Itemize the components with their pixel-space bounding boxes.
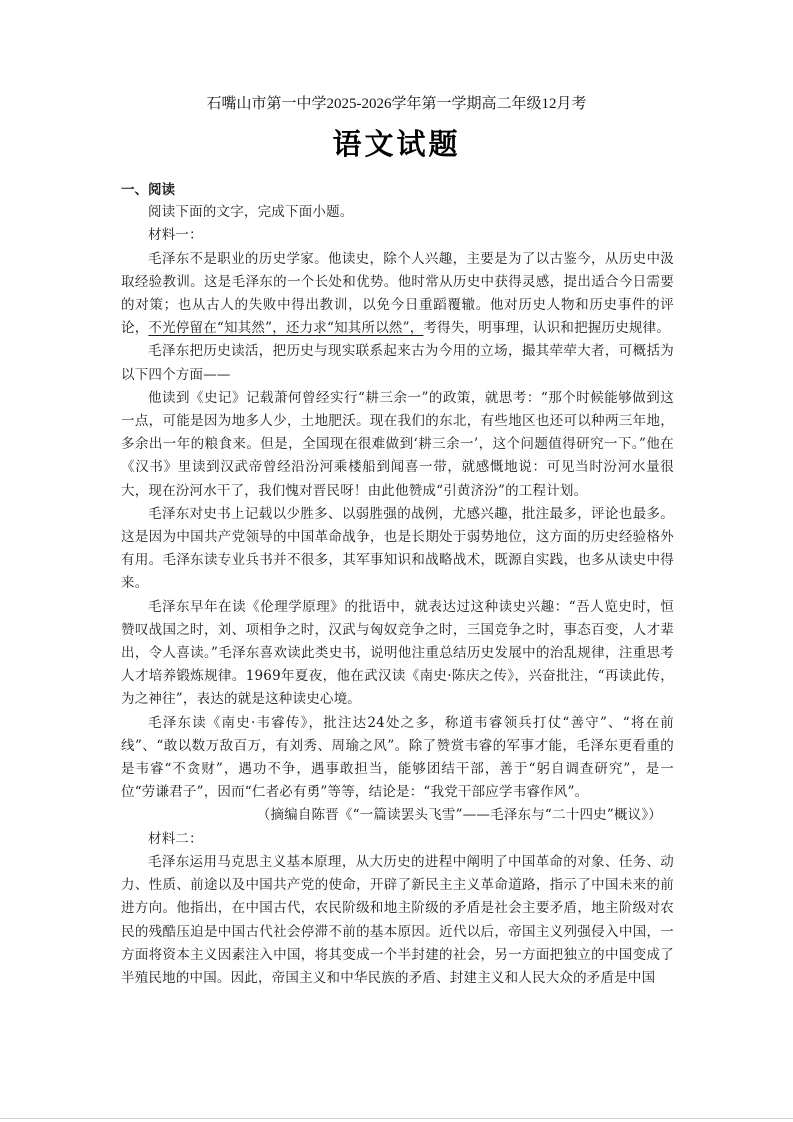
material-two-paragraph-1: 毛泽东运用马克思主义基本原理，从大历史的进程中阐明了中国革命的对象、任务、动力、性质、前途以及中国共产党的使命，开辟了新民主主义革命道路，指示了中国未来的前进方向。他指出，在中国古代，农民阶级和地主阶级的矛盾是社会主要矛盾，地主阶级对农民的残酷压迫是中国古代社会停滞不前的基本原因。近代以后，帝国主义列强侵入中国，一方面将资本主义因素注入中国，将其变成一个半封建的社会，另一方面把独立的中国变成了半殖民地的中国。因此，帝国主义和中华民族的矛盾、封建主义和人民大众的矛盾是中国 bbox=[121, 853, 674, 986]
material-one-label: 材料一： bbox=[148, 227, 203, 244]
material-one-paragraph-3: 他读到《史记》记载萧何曾经实行“耕三余一”的政策，就思考：“那个时候能够做到这一点，可能是因为地多人少，土地肥沃。现在我们的东北，有些地区也还可以种两三年地，多余出一年的粮食来。但是，全国现在很难做到‘耕三余一’，这个问题值得研究一下。”他在《汉书》里读到汉武帝曾经沿汾河乘楼船到闻喜一带，就感慨地说：可见当时汾河水量很大，现在汾河水干了，我们愧对晋民呀！由此他赞成“引黄济汾”的工程计划。 bbox=[121, 389, 674, 499]
material-one-paragraph-1 bbox=[121, 248, 674, 341]
paragraph-text: 毛泽东不是职业的历史学家。他读史，除个人兴趣，主要是为了以古鉴今，从历史中汲取经验教训。这是毛泽东的一个长处和优势。他时常从历史中获得灵感，提出适合今日需要的对策；也从古人的失败中得出教训，以免今日重蹈覆辙。他对历史人物和历史事件的评论， bbox=[121, 250, 674, 337]
instruction-text: 阅读下面的文字，完成下面小题。 bbox=[148, 204, 354, 221]
reading-section bbox=[121, 178, 674, 990]
material-two-label: 材料二： bbox=[148, 830, 203, 847]
material-one-paragraph-5: 毛泽东早年在读《伦理学原理》的批语中，就表达过这种读史兴趣：“吾人览史时，恒赞叹战国之时，刘、项相争之时，汉武与匈奴竞争之时，三国竞争之时，事态百变，人才辈出，令人喜读。”毛泽东喜欢读此类史书，说明他注重总结历史发展中的治乱规律，注重思考人才培养锻炼规律。1969年夏夜，他在武汉读《南史·陈庆之传》，兴奋批注，“再读此传，为之神往”，表达的就是这种读史心境。 bbox=[121, 598, 674, 708]
paragraph-text: 考得失，明事理，认识和把握历史规律。 bbox=[423, 320, 671, 337]
section-heading: 一、阅读 bbox=[121, 182, 175, 197]
subject-title: 语文试题 bbox=[332, 127, 461, 161]
material-one-paragraph-4: 毛泽东对史书上记载以少胜多、以弱胜强的战例，尤感兴趣，批注最多，评论也最多。这是因为中国共产党领导的中国革命战争，也是长期处于弱势地位，这方面的历史经验格外有用。毛泽东读专业兵书并不很多，其军事知识和战略战术，既源自实践，也多从读史中得来。 bbox=[121, 505, 674, 592]
underlined-sentence: 不光停留在“知其然”，还力求“知其所以然”， bbox=[148, 320, 424, 337]
exam-name: 石嘴山市第一中学2025-2026学年第一学期高二年级12月考 bbox=[206, 96, 587, 112]
material-one-paragraph-2: 毛泽东把历史读活，把历史与现实联系起来古为今用的立场，撮其荦荦大者，可概括为以下四个方面—— bbox=[121, 343, 674, 383]
material-one-source: （摘编自陈晋《“一篇读罢头飞雪”——毛泽东与“二十四史”概议》） bbox=[256, 807, 662, 824]
page-bottom-divider bbox=[0, 1118, 793, 1119]
material-one-paragraph-6: 毛泽东读《南史·韦睿传》，批注达24处之多，称道韦睿领兵打仗“善守”、“将在前线”、“敢以数万敌百万，有刘秀、周瑜之风”。除了赞赏韦睿的军事才能，毛泽东更看重的是韦睿“不贪财”，遇功不争，遇事敢担当，能够团结干部，善于“躬自调查研究”，是一位“劳谦君子”，因而“仁者必有勇”等等，结论是：“我党干部应学韦睿作风”。 bbox=[121, 714, 674, 801]
